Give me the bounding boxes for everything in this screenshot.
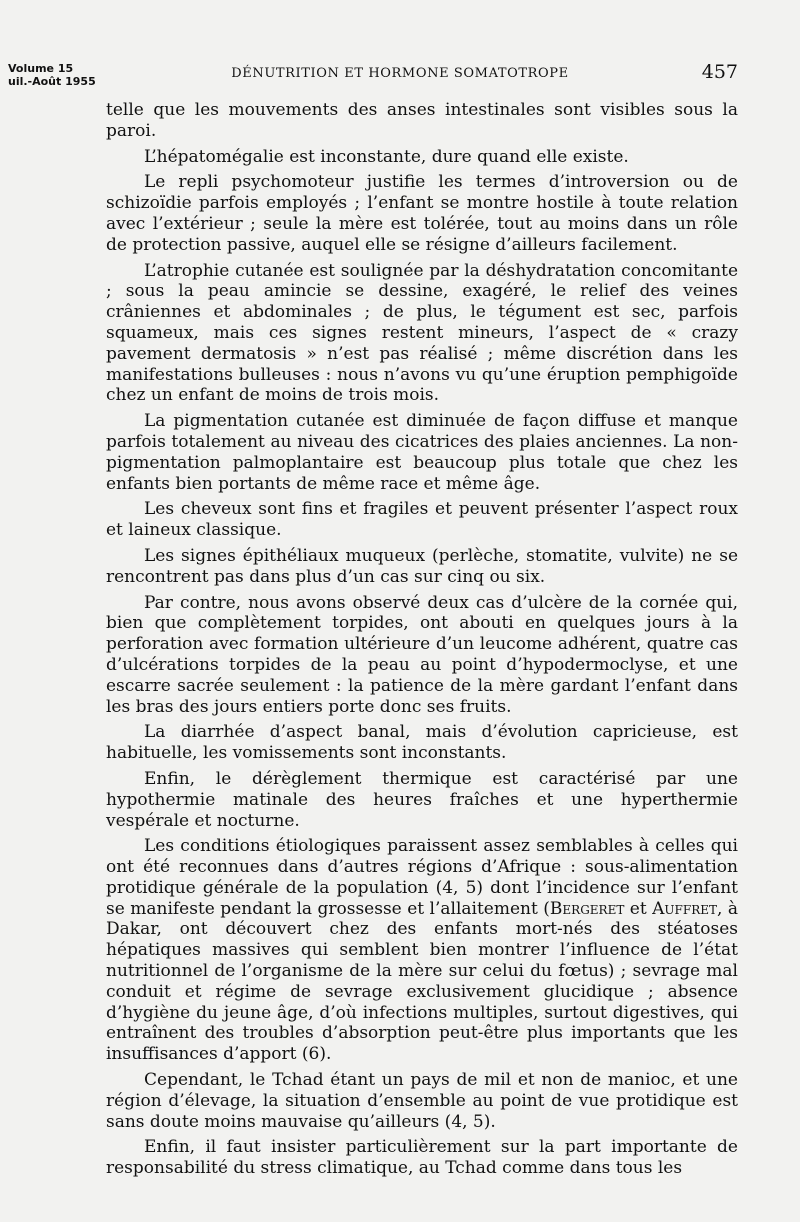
author-name: Bergeret <box>549 898 625 919</box>
page-number: 457 <box>701 61 738 83</box>
paragraph: Les cheveux sont fins et fragiles et peuvent présenter l’aspect roux et laineux classique. <box>106 499 738 541</box>
paragraph: Enfin, il faut insister particulièrement sur la part importante de responsabilité du stress climatique, au Tchad comme dans tous les <box>106 1137 738 1179</box>
running-title: DÉNUTRITION ET HORMONE SOMATOTROPE <box>231 66 569 81</box>
paragraph: La diarrhée d’aspect banal, mais d’évolution capricieuse, est habituelle, les vomissements sont inconstants. <box>106 722 738 764</box>
volume-number: Volume 15 <box>8 62 74 75</box>
paragraph: Le repli psychomoteur justifie les termes d’introversion ou de schizoïdie parfois employés ; l’enfant se montre hostile à toute relation avec l’extérieur ; seule la mère est tolérée, tout au moins dans un rôle de protection passive, auquel elle se résigne d’ailleurs facilement. <box>106 172 738 255</box>
paragraph: Enfin, le dérèglement thermique est caractérisé par une hypothermie matinale des heures fraîches et une hyperthermie vespérale et nocturne. <box>106 768 738 831</box>
paragraph: L’atrophie cutanée est soulignée par la déshydratation concomitante ; sous la peau amincie se dessine, exagéré, le relief des veines crâniennes et abdominales ; de plus, le tégument est sec, parfois squameux, mais ces signes restent mineurs, l’aspect de « crazy pavement dermatosis » n’est pas réalisé ; même discrétion dans les manifestations bulleuses : nous n’avons vu qu’une éruption pemphigoïde chez un enfant de moins de trois mois. <box>106 260 738 406</box>
article-body <box>106 100 738 1184</box>
issue-date: uil.-Août 1955 <box>8 75 96 88</box>
paragraph-text: , à Dakar, ont découvert chez des enfants mort-nés des stéatoses hépatiques massives qui semblent bien montrer l’influence de l’état nutritionnel de l’organisme de la mère sur celui du fœtus) ; sevrage mal conduit et régime de sevrage exclusivement glucidique ; absence d’hygiène du jeune âge, d’où infections multiples, surtout digestives, qui entraînent des troubles d’absorption peut-être plus importants que les insuffisances d’apport (6). <box>106 898 738 1065</box>
author-name: Auffret <box>652 898 717 919</box>
paragraph-text: Les conditions étiologiques paraissent assez semblables à celles qui ont été reconnues dans d’autres régions d’Afrique : sous-alimentation protidique générale de la population (4, 5) dont l’incidence sur l’enfant se manifeste pendant la grossesse et l’allaitement ( <box>106 836 738 919</box>
paragraph: L’hépatomégalie est inconstante, dure quand elle existe. <box>144 146 629 167</box>
page-header <box>0 60 800 100</box>
paragraph: Les signes épithéliaux muqueux (perlèche, stomatite, vulvite) ne se rencontrent pas dans plus d’un cas sur cinq ou six. <box>106 545 738 587</box>
paragraph-text: et <box>624 898 653 919</box>
paragraph: telle que les mouvements des anses intestinales sont visibles sous la paroi. <box>106 100 738 141</box>
paragraph-etiology <box>106 836 738 1065</box>
paragraph: Par contre, nous avons observé deux cas d’ulcère de la cornée qui, bien que complètement torpides, ont abouti en quelques jours à la perforation avec formation ultérieure d’un leucome adhérent, quatre cas d’ulcérations torpides de la peau au point d’hypodermoclyse, et une escarre sacrée seulement : la patience de la mère gardant l’enfant dans les bras des jours entiers porte donc ses fruits. <box>106 592 738 717</box>
paragraph: La pigmentation cutanée est diminuée de façon diffuse et manque parfois totalement au niveau des cicatrices des plaies anciennes. La non-pigmentation palmoplantaire est beaucoup plus totale que chez les enfants bien portants de même race et même âge. <box>106 411 738 494</box>
paragraph: Cependant, le Tchad étant un pays de mil et non de manioc, et une région d’élevage, la situation d’ensemble au point de vue protidique est sans doute moins mauvaise qu’ailleurs (4, 5). <box>106 1070 738 1132</box>
